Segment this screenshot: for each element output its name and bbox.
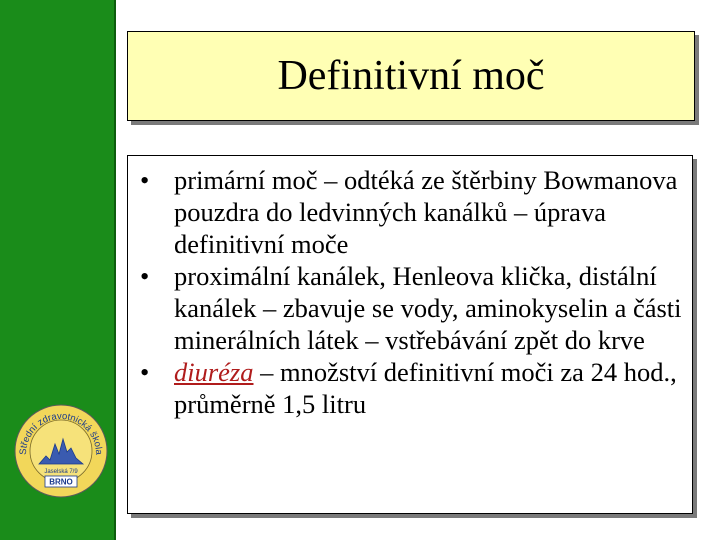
logo-city: BRNO — [49, 477, 73, 487]
logo-ring-text: Střední zdravotnická škola — [17, 410, 105, 456]
term-link[interactable]: diuréza — [174, 357, 254, 387]
logo-address: Jaselská 7/9 — [44, 469, 78, 475]
bullet-text: primární moč – odtéká ze štěrbiny Bowmanova pouzdra do ledvinných kanálků – úprava definitivní moče — [174, 165, 678, 259]
title-box — [127, 31, 695, 121]
bullet-item — [140, 164, 684, 260]
bullet-text: – množství definitivní moči za 24 hod., průměrně 1,5 litru — [174, 357, 677, 419]
slide-title: Definitivní moč — [277, 53, 545, 99]
sidebar-edge — [114, 0, 116, 540]
bullet-item — [140, 356, 684, 420]
content-box — [127, 155, 693, 514]
bullet-text: proximální kanálek, Henleova klička, distální kanálek – zbavuje se vody, aminokyselin a části minerálních látek – vstřebávání zpět do krve — [174, 261, 682, 355]
bullet-icon: • — [140, 357, 150, 387]
bullet-item — [140, 260, 684, 356]
bullet-icon: • — [140, 165, 150, 195]
school-logo — [14, 404, 108, 498]
bullet-icon: • — [140, 261, 150, 291]
bullet-list — [140, 164, 684, 420]
